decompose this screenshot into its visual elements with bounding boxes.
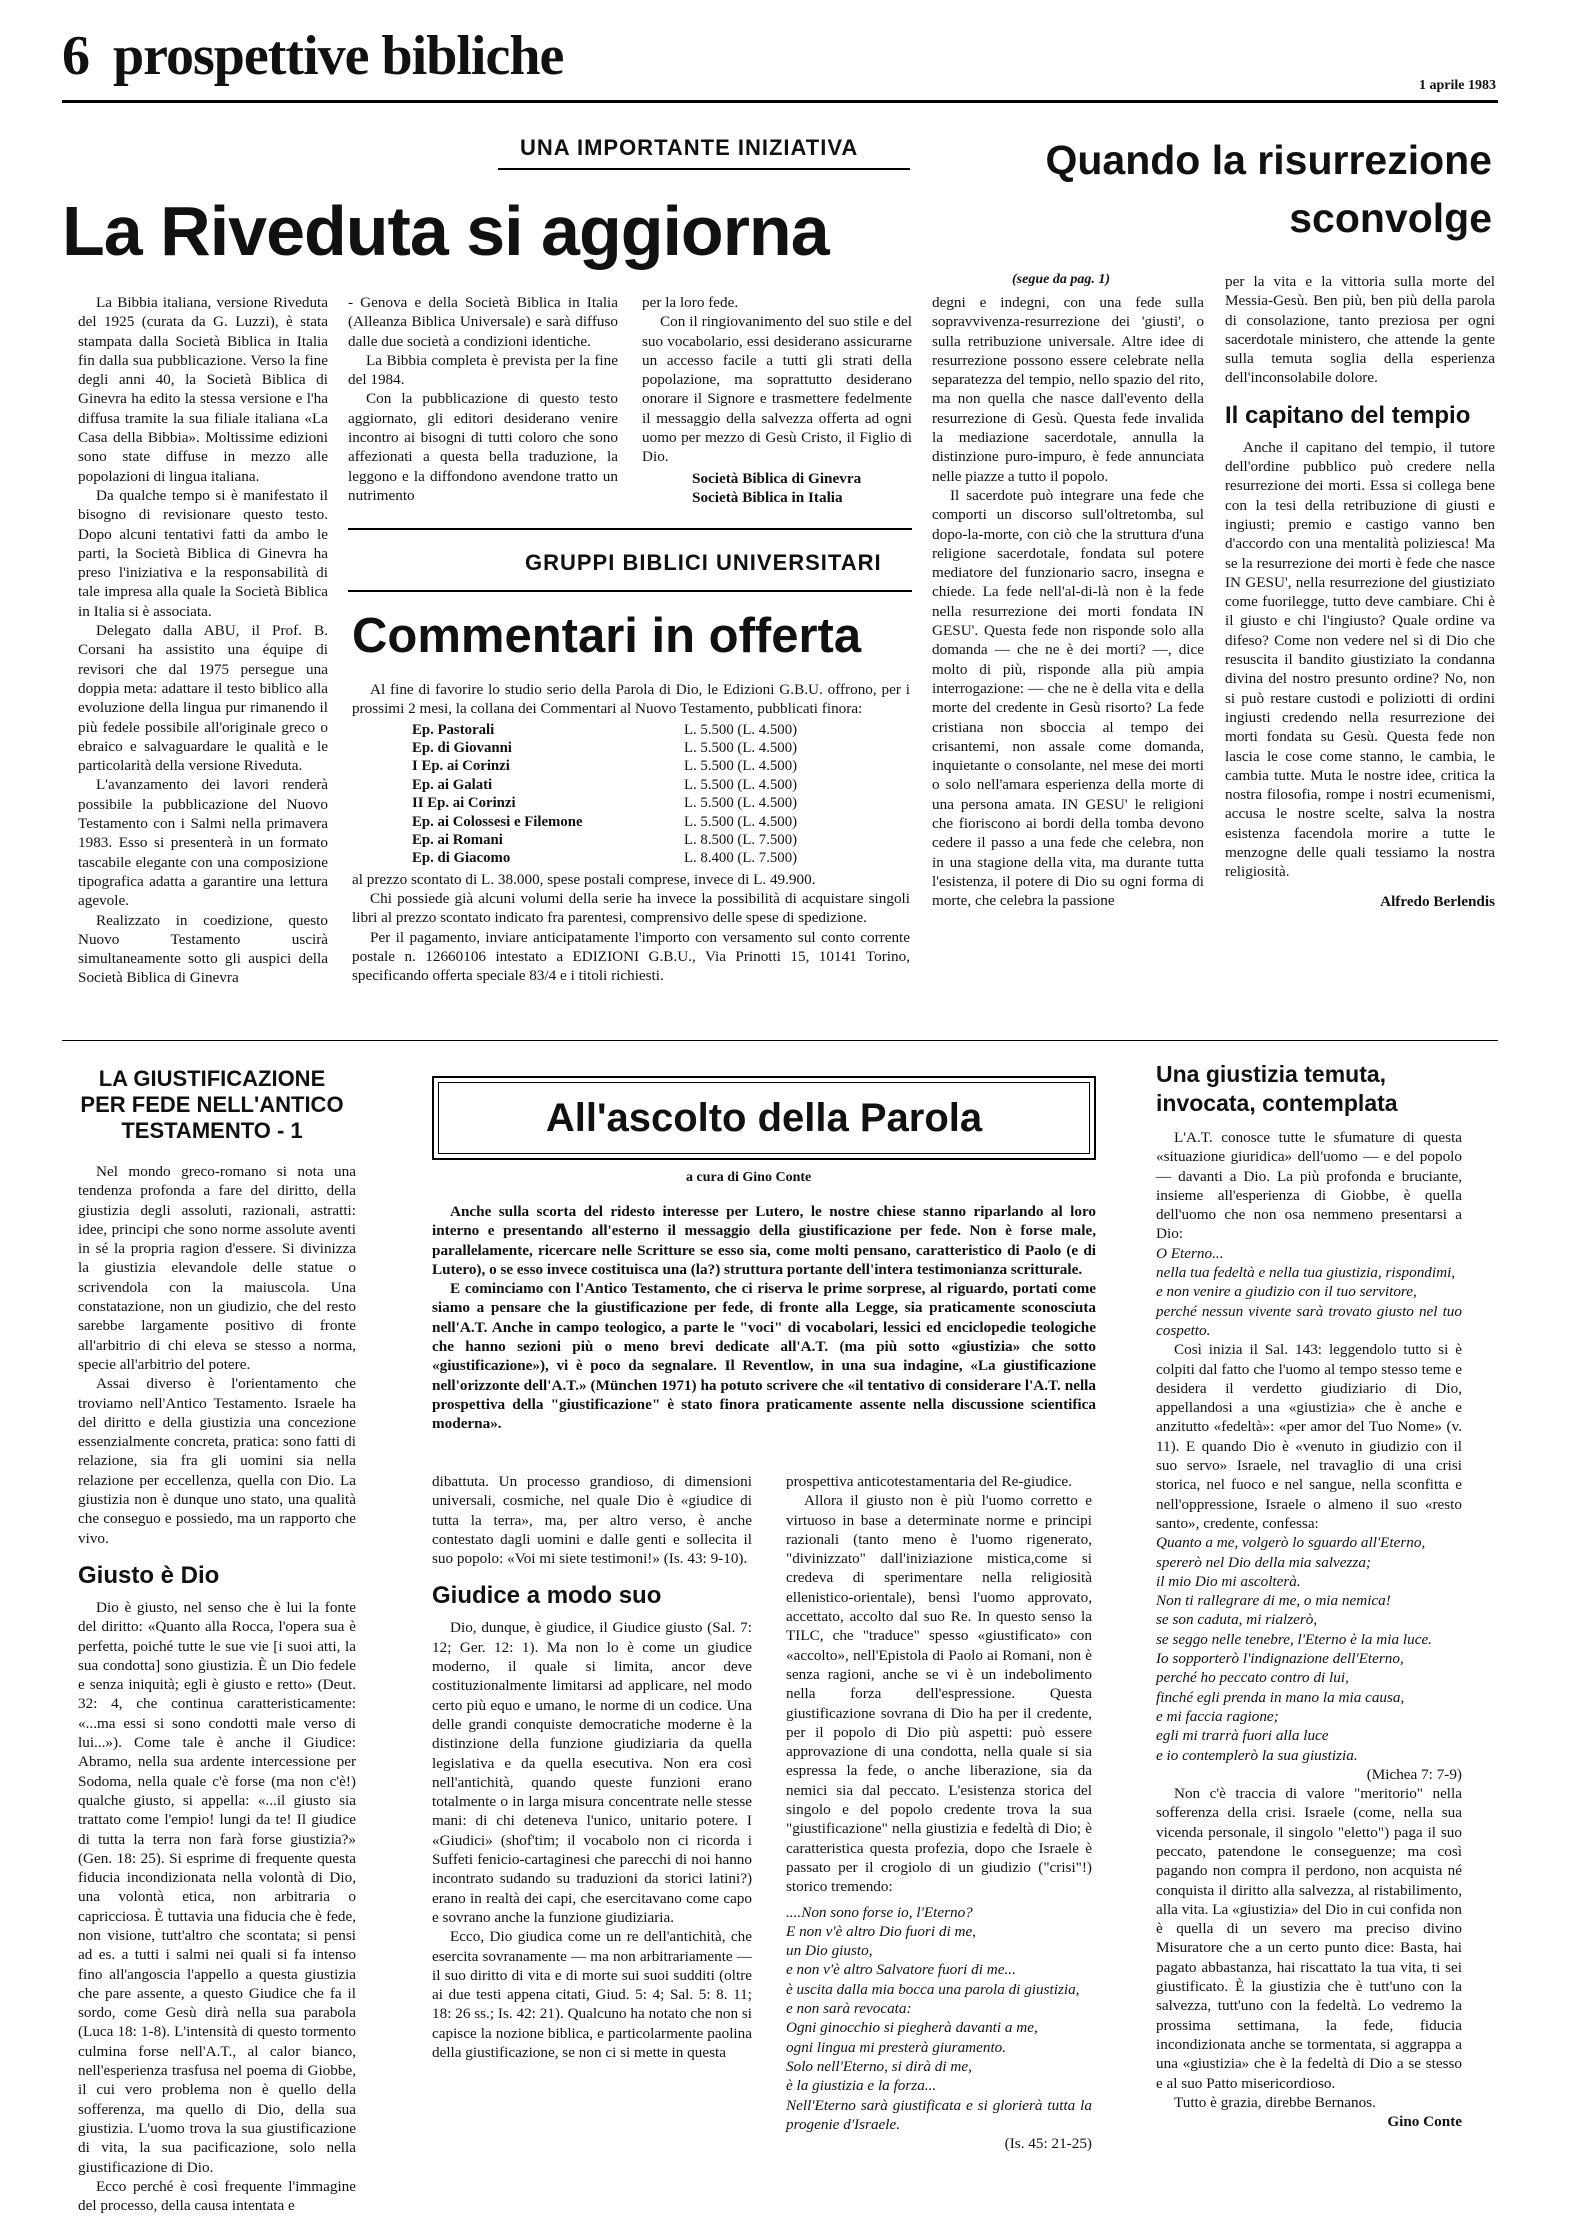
scripture-quote [1156,1244,1462,1340]
verse-line: Io sopporterò l'indignazione dell'Eterno, [1156,1650,1404,1668]
riveduta-col-2 [348,293,618,528]
verse-line: E non v'è altro Dio fuori di me, [786,1922,976,1940]
list-item [412,794,852,812]
verse-line: Non ti rallegrare di me, o mia nemica! [1156,1592,1391,1610]
paragraph: Ecco, Dio giudica come un re dell'antichità, che esercita sovranamente — ma non arbitrariamente — il suo diritto di vita e di morte sui suoi sudditi (oltre ai due testi appena citati, Giud. 5: 4; Sal. 5: 8. 11; 18: 26 ss.; Is. 42: 21). Qualcuno ha notato che non si capisce la nozione biblica, e particolarmente paolina della giustificazione, se non ci si mette in questa [432,1928,752,2062]
verse-line: Solo nell'Eterno, si dirà di me, [786,2057,972,2075]
paragraph: al prezzo scontato di L. 38.000, spese postali comprese, invece di L. 49.900. [352,870,816,888]
ascolto-title: All'ascolto della Parola [545,1096,983,1140]
verse-line: un Dio giusto, [786,1942,873,1960]
paragraph: Dio, dunque, è giudice, il Giudice giusto (Sal. 7: 12; Ger. 12: 1). Ma non lo è come un giudice moderno, il quale si limita, ancor deve costituzionalmente limitarsi ad applicare, nel modo certo più equo e umano, le norme di un codice. Una delle grandi conquiste democratiche moderne è la distinzione della funzione giudiziaria da quella legislativa e da quella esecutiva. Non era così nell'antichità, quando queste funzioni erano totalmente o in larga misura concentrate nelle stesse mani: di chi deteneva l'unico, unitario potere. I «Giudici» (shof'tim; il vocabolo non ci ricorda i Suffeti fenicio-cartaginesi che parecchi di noi hanno incontrato sudando su traduzioni da storici latini?) erano in realtà dei capi, che esercitavano come capo e sovrano anche la funzione giudiziaria. [432,1619,752,1926]
paragraph: Così inizia il Sal. 143: leggendolo tutto si è colpiti dal fatto che l'uomo al tempo stesso teme e desidera il verdetto giudiziario di Dio, appellandosi a una «giustizia» che è anche e anzitutto «fedeltà»: «per amor del Tuo Nome» (v. 11). E quando Dio è «venuto in giudizio con il suo servo» Israele, nel travaglio di una crisi storica, nel fuoco e nel sangue, nella sconfitta e nell'oppressione, Israele o almeno il suo «resto santo», credente, confessa: [1156,1341,1462,1532]
temuta-col [1156,1128,1462,2164]
paragraph: L'A.T. conosce tutte le sfumature di questa «situazione giuridica» dell'uomo — e del popolo — davanti a Dio. La più profonda e bruciante, insieme all'esperienza di Giobbe, è quella dell'uomo che non osa nemmeno presentarsi a Dio: [1156,1129,1462,1243]
scripture-reference: (Michea 7: 7-9) [1366,1765,1462,1783]
paragraph: Anche il capitano del tempio, il tutore dell'ordine pubblico può credere nella resurrezione dei morti. Essa si collega bene con la tesi della retribuzione di giusti e ingiusti; premio e castigo vanno ben d'accordo con una mentalità poliziesca! Ma se la resurrezione dei morti è fede che nasce IN GESU', nella resurrezione del giustiziato come fuorilegge, tutto deve cambiare. Chi è il giusto e chi l'ingiusto? Quale ordine va difeso? Come non vedere nel sì di Dio che resuscita il bandito giustiziato la condanna divina del nostro presunto ordine? No, non si può restare custodi e poliziotti di ordini ingiusti credendo nella resurrezione dei morti fondata su Gesù. Questa fede non lascia le cose come stanno, le cambia, le cambia tutte. Muta le nostre idee, critica la nostra filosofia, rompe i nostri ecumenismi, accusa le nostre scelte, salva la nostra esistenza facendola morire a tutte le menzogne delle quali tessiamo la nostra religiosità. [1225,438,1495,881]
verse-line: ogni lingua mi presterà giuramento. [786,2038,1007,2056]
paragraph: Il sacerdote può integrare una fede che comporti un discorso sull'oltretomba, sul dopo-la-morte, con ciò che la struttura d'una religione sacerdotale, fondata sul potere mediatore del funzionario sacro, insegna e chiede. La fede nell'al-di-là non è la fede nella resurrezione dei morti fondata IN GESU'. Questa fede non risponde solo alla domanda — che ne è dei morti? —, dice molto di più, risponde alla più ampia interrogazione: — che ne è della vita e della morte del credente in Gesù risorto? La fede cristiana non sboccia al tempo dei crisantemi, non assale come domanda, inquietante o consolante, nel mese dei morti o solo nell'amara esperienza della morte di una persona amata. IN GESU' le religioni che fioriscono ai bordi della tomba devono cedere il passo a una fede che celebra, non in una stagione della vita, ma durante tutta l'esistenza, il potere di Dio su ogni forma di morte, che celebra la passione [932,486,1204,910]
verse-line: se seggo nelle tenebre, l'Eterno è la mia luce. [1156,1630,1432,1648]
paragraph: L'avanzamento dei lavori renderà possibile la pubblicazione del Nuovo Testamento con i Salmi nella primavera 1983. Esso si presenterà in un formato tascabile elegante con una composizione tipografica adatta a garantire una lettura agevole. [78,776,328,910]
verse-line: e non sarà revocata: [786,2000,912,2018]
commentari-title: Commentari in offerta [352,609,862,663]
verse-line: Nell'Eterno sarà giustificata e si glorierà tutta la progenie d'Israele. [786,2096,1092,2133]
list-item [412,813,852,831]
page-number: 6 [62,25,90,87]
signature: Società Biblica di Ginevra [692,469,862,487]
subheading: Il capitano del tempio [1225,401,1471,429]
book-title: II Ep. ai Corinzi [412,795,516,812]
ascolto-col-1 [432,1472,752,2162]
riveduta-title: La Riveduta si aggiorna [62,192,829,270]
paragraph: - Genova e della Società Biblica in Italia (Alleanza Biblica Universale) e sarà diffuso dalle due società a condizioni identiche. [348,294,618,350]
paragraph: Non c'è traccia di valore "meritorio" nella sofferenza della crisi. Israele (come, nella sua vicenda personale, il singolo "eletto") paga il suo peccato, patendone le conseguenze; ma così pagando non compra il perdono, non acquista né conquista il diritto alla salvezza, al ristabilimento, alla vita. La «giustizia» del Dio in cui confida non è quella di un severo ma preciso divino Misuratore che a un certo punto dice: Basta, hai pagato abbastanza, hai riscattato la tua vita, ti sei giustificato. È la giustizia che è tutt'uno con la salvezza, tutt'uno con la fedeltà. Lo vedremo la prossima settimana, la fede, fiducia incondizionata anche se tormentata, si aggrappa a una «giustizia» che è la fedeltà di Dio a se stesso e al suo Patto misericordioso. [1156,1785,1462,2092]
ascolto-intro [432,1202,1096,1454]
paragraph: Ecco perché è così frequente l'immagine del processo, della causa intentata e [78,2177,356,2215]
verse-line: e io contemplerò la sua giustizia. [1156,1746,1358,1764]
riveduta-col-1 [78,293,328,1013]
book-title: Ep. ai Galati [412,776,493,793]
temuta-title: Una giustizia temuta, invocata, contemplata [1156,1061,1398,1116]
ascolto-title-box [432,1076,1096,1160]
kicker-rule [498,168,910,170]
signature: Società Biblica in Italia [692,488,843,506]
list-item [412,721,852,739]
subheading: Giudice a modo suo [432,1582,662,1610]
paragraph: Chi possiede già alcuni volumi della serie ha invece la possibilità di acquistare singoli libri al prezzo scontato indicato fra parentesi, comprensivo delle spese di spedizione. [352,890,910,927]
signature: Alfredo Berlendis [1380,892,1495,910]
book-title: Ep. ai Romani [412,832,503,849]
book-price: L. 5.500 (L. 4.500) [684,776,798,793]
paragraph: Al fine di favorire lo studio serio della Parola di Dio, le Edizioni G.B.U. offrono, per i prossimi 2 mesi, la collana dei Commentari al Nuovo Testamento, pubblicati finora: [352,681,910,718]
paragraph: per la loro fede. [642,294,739,311]
verse-line: e mi faccia ragione; [1156,1707,1279,1725]
verse-line: finché egli prenda in mano la mia causa, [1156,1688,1405,1706]
verse-line: O Eterno... [1156,1244,1224,1262]
list-item [412,739,852,757]
book-title: Ep. Pastorali [412,721,495,738]
verse-line: è la giustizia e la forza... [786,2077,937,2095]
list-item [412,849,852,867]
paragraph: La Bibbia italiana, versione Riveduta del 1925 (curata da G. Luzzi), è stata stampata dalla Società Biblica in Italia fin dalla sua pubblicazione. Verso la fine degli anni 40, la Società Biblica di Ginevra ha edito la stessa versione e l'ha diffusa tramite la sua filiale italiana «La Casa della Bibbia». Moltissime edizioni sono state diffuse in mezzo alle popolazioni di lingua italiana. [78,294,328,485]
paragraph: Realizzato in coedizione, questo Nuovo Testamento uscirà simultaneamente sotto gli auspici della Società Biblica di Ginevra [78,911,328,987]
byline: a cura di Gino Conte [686,1170,812,1185]
paragraph: degni e indegni, con una fede sulla sopravvivenza-resurrezione dei 'giusti', o sulla retribuzione universale. Altre idee di resurrezione possono essere celebrate nella separatezza del tempio, nello spazio del rito, ma non quella che nasce dall'evento della resurrezione di Gesù. Questa fede invalida la mediazione sacerdotale, annulla la distinzione puro-impuro, è fede annunciata nelle piazze a tutto il popolo. [932,294,1204,485]
verse-line: ....Non sono forse io, l'Eterno? [786,1903,973,1921]
verse-line: Quanto a me, volgerò lo sguardo all'Eterno, [1156,1534,1426,1552]
commentari-body [352,680,910,1020]
verse-line: Ogni ginocchio si piegherà davanti a me, [786,2019,1038,2037]
book-title: I Ep. ai Corinzi [412,758,510,775]
paragraph: Da qualche tempo si è manifestato il bisogno di revisionare questo testo. Dopo alcuni tentativi fatti da ambo le parti, la Società Biblica di Ginevra ha preso l'iniziativa e la responsabilità di tale impresa alla quale la Società Biblica in Italia si è associata. [78,486,328,620]
book-price: L. 5.500 (L. 4.500) [684,813,798,830]
paragraph: per la vita e la vittoria sulla morte del Messia-Gesù. Ben più, ben più della parola di consolazione, tanto preziosa per ogni sacerdotale ministero, che attende la gente sulla temuta soglia della esperienza dell'inconsolabile dolore. [1225,273,1495,387]
verse-line: perché nessun vivente sarà trovato giusto nel tuo cospetto. [1156,1302,1462,1339]
riveduta-col-3 [642,293,912,528]
section-rule [348,528,912,530]
book-price: L. 5.500 (L. 4.500) [684,758,798,775]
book-price: L. 8.400 (L. 7.500) [684,850,798,867]
book-price: L. 5.500 (L. 4.500) [684,721,798,738]
paragraph: Per il pagamento, inviare anticipatamente l'importo con versamento sul conto corrente postale n. 12660106 intestato a EDIZIONI G.B.U., Via Prinotti 15, 10141 Torino, specificando offerta speciale 83/4 e i titoli richiesti. [352,928,910,985]
book-price: L. 5.500 (L. 4.500) [684,740,798,756]
list-item [412,776,852,794]
paragraph: Nel mondo greco-romano si nota una tendenza profonda a fare del diritto, della giustizia degli assoluti, razionali, astratti: idee, principi che sono norme assolute aventi in sé la propria ragion d'essere. Si divinizza la giustizia elevandole delle statue o scrivendola con la maiuscola. Una constatazione, non un giudizio, che del resto sarebbe largamente positivo di fronte all'arbitrio di chi eleva se stesso a norma, specie all'arbitrio del potere. [78,1163,356,1373]
paragraph: Assai diverso è l'orientamento che troviamo nell'Antico Testamento. Israele ha del diritto e della giustizia una concezione essenzialmente concreta, pratica: sono fatti di relazione, sia fra gli uomini sia nella relazione per eccellenza, quella con Dio. La giustizia non è dunque uno stato, una qualità che conseguo e possiedo, ma un rapporto che vivo. [78,1375,356,1547]
masthead-title: prospettive bibliche [113,25,564,87]
ascolto-col-2 [786,1472,1092,2162]
book-title: Ep. ai Colossesi e Filemone [412,813,583,830]
giustificazione-col [78,1162,356,2215]
scripture-reference: (Is. 45: 21-25) [1004,2135,1092,2153]
subheading: Giusto è Dio [78,1561,220,1589]
verse-line: è uscita dalla mia bocca una parola di giustizia, [786,1980,1080,1998]
verse-line: il mio Dio mi ascolterà. [1156,1572,1301,1590]
paragraph: Allora il giusto non è più l'uomo corretto e virtuoso in base a determinate norme e principi razionali (tanto meno è l'uomo rigenerato, "divinizzato" dall'iniziazione mistica,come si credeva di sperimentare nella religiosità ellenistico-orientale), bensì l'uomo approvato, accettato, accolto dal suo Re. In questo senso la TILC, che "traduce" spesso «giustificato» con «accolto», nell'Epistola di Paolo ai Romani, non è senza ragioni, anche se vi è un indebolimento nella forza dell'espressione. Questa giustificazione sovrana di Dio ha per il credente, per il popolo di Dio più aspetti: può essere approvazione di una condotta, nella quale si sia espressa la fede, o anche liberazione, sia da nemici sia dal peccato. L'esistenza storica del singolo e del popolo credente trova la sua "giustificazione" nella giustizia e fedeltà di Dio; è caratteristica questa profezia, dopo che Israele è passato per il crogiolo di un giudizio ("crisi"!) storico tremendo: [786,1492,1092,1896]
giustificazione-title: LA GIUSTIFICAZIONE PER FEDE NELL'ANTICO TESTAMENTO - 1 [80,1066,344,1143]
continued-note: (segue da pag. 1) [1012,272,1110,287]
paragraph: prospettiva anticotestamentaria del Re-giudice. [786,1473,1072,1490]
riveduta-kicker: UNA IMPORTANTE INIZIATIVA [520,135,859,160]
risurrezione-title-1: Quando la risurrezione [1045,137,1492,183]
risurrezione-title-2: sconvolge [1289,195,1492,241]
list-item [412,831,852,849]
book-price: L. 5.500 (L. 4.500) [684,795,798,812]
kicker-rule [348,590,912,592]
paragraph: Con la pubblicazione di questo testo aggiornato, gli editori desiderano venire incontro ai bisogni di tutti coloro che sono affezionati a questa bella traduzione, la leggono e la diffondono avendone tratto un nutrimento [348,390,618,504]
list-item [412,757,852,775]
price-list [412,721,852,868]
verse-line: egli mi trarrà fuori alla luce [1156,1727,1329,1745]
paragraph: Anche sulla scorta del ridesto interesse per Lutero, le nostre chiese stanno riparlando al loro interno e presentando all'esterno il messaggio della giustificazione per fede. Non è forse male, parallelamente, ricercare nelle Scritture se esso sia, come molti pensano, caratteristico di Paolo (e di Lutero), o se esso invece costituisca una (la?) struttura portante dell'intera testimonianza scritturale. [432,1203,1096,1278]
verse-line: e non venire a giudizio con il tuo servitore, [1156,1283,1417,1301]
commentari-kicker: GRUPPI BIBLICI UNIVERSITARI [525,550,882,575]
issue-date: 1 aprile 1983 [1419,78,1496,93]
verse-line: spererò nel Dio della mia salvezza; [1156,1553,1371,1571]
signature: Gino Conte [1387,2113,1462,2131]
paragraph: Con il ringiovanimento del suo stile e del suo vocabolario, essi desiderano assicurarne un accesso facile a tutti gli strati della popolazione, ma soprattutto desiderano onorare il Signore e trasmettere fedelmente il messaggio della salvezza offerta ad ogni uomo per mezzo di Gesù Cristo, il Figlio di Dio. [642,313,912,466]
masthead-rule [62,100,1498,103]
book-price: L. 8.500 (L. 7.500) [684,832,798,849]
verse-line: perché ho peccato contro di lui, [1156,1669,1349,1687]
risurrezione-col-2 [1225,272,1495,1024]
verse-line: nella tua fedeltà e nella tua giustizia, rispondimi, [1156,1264,1456,1282]
risurrezione-col-1 [932,293,1204,1023]
paragraph: Tutto è grazia, direbbe Bernanos. [1174,2093,1376,2111]
book-title: Ep. di Giovanni [412,740,512,756]
paragraph: E cominciamo con l'Antico Testamento, che ci riserva le prime sorprese, al riguardo, portati come siamo a pensare che la giustificazione per fede, di fronte alla Legge, sia praticamente sconosciuta nell'A.T. Anche in campo teologico, a parte le "voci" di vocabolari, lessici ed enciclopedie teologiche che hanno sezioni più o meno brevi dedicate all'A.T. (ma più sotto «giustizia» che sotto «giustificazione»), vi è poco da segnalare. Il Reventlow, in una sua indagine, «La giustificazione nell'orizzonte dell'A.T.» (München 1971) ha potuto scrivere che «il tentativo di considerare l'A.T. nella prospettiva della "giustificazione" è stato finora praticamente assente nella discussione scientifica moderna». [432,1280,1096,1433]
paragraph: dibattuta. Un processo grandioso, di dimensioni universali, cosmiche, nel quale Dio è «giudice di tutta la terra», ma, per altro verso, è anche contestato dagli uomini e dalle genti e sollecita il suo popolo: «Voi mi siete testimoni!» (Is. 43: 9-10). [432,1473,752,1568]
book-title: Ep. di Giacomo [412,850,511,867]
verse-line: e non v'è altro Salvatore fuori di me... [786,1961,1016,1979]
paragraph: Dio è giusto, nel senso che è lui la fonte del diritto: «Quanto alla Rocca, l'opera sua è perfetta, poiché tutte le sue vie [i suoi atti, la sua condotta] sono giustizia. È un Dio fedele e senza iniquità; egli è giusto e retto» (Deut. 32: 4, che continua caratteristicamente: «...ma essi si sono condotti male verso di lui...»). Come tale è anche il Giudice: Abramo, nella sua ardente intercessione per Sodoma, nella quale c'è forse (ma non c'è!) qualche giusto, si appella: «...il giusto sia trattato come l'empio! lungi da te! Il giudice di tutta la terra non farà forse giustizia?» (Gen. 18: 25). Si esprime di frequente questa fiducia incondizionata nella volontà di Dio, una volontà etica, non arbitraria o capricciosa. È tuttavia una fiducia che è fede, non visione, tutt'altro che scontata; si pensi ad es. a tutti i salmi nei quali si fa intenso fino all'angoscia l'appello a questa giustizia che pare assente, a questo Giudice che fa il sordo, come Gesù dirà nella sua parabola (Luca 18: 1-8). L'intensità di questo tormento culmina forse nell'A.T., al calor bianco, nell'esperienza trasfusa nel poema di Giobbe, il cui vero problema non è quello della sofferenza, ma quello di Dio, della sua giustizia. L'uomo trova la sua giustificazione di vita, la sua pacificazione, solo nella giustificazione di Dio. [78,1598,356,2176]
paragraph: Delegato dalla ABU, il Prof. B. Corsani ha assistito una équipe di revisori che dal 1975 persegue una doppia meta: adattare il testo biblico alla evoluzione della lingua pur rimanendo il più fedele possibile all'originale greco o ebraico e salvaguardare le qualità e le particolarità della versione Riveduta. [78,622,328,775]
verse-line: se son caduta, mi rialzerò, [1156,1611,1318,1629]
paragraph: La Bibbia completa è prevista per la fine del 1984. [348,351,618,389]
scripture-quote [1156,1533,1462,1765]
scripture-quote [786,1903,1092,2135]
horizontal-rule [62,1040,1498,1041]
